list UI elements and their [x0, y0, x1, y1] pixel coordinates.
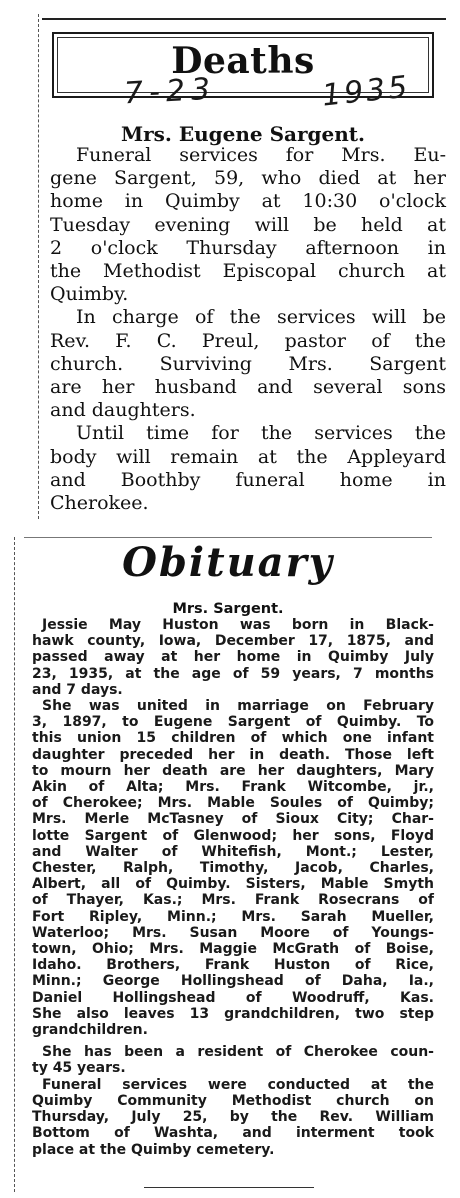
text-line: Funeral services were conducted at the: [42, 1076, 434, 1093]
text-line: home in Quimby at 10:30 o'clock: [50, 190, 446, 213]
text-line: Chester, Ralph, Timothy, Jacob, Charles,: [32, 860, 434, 877]
deaths-header-box: [52, 32, 434, 114]
bottom-rule: [144, 1187, 314, 1188]
text-line: Jessie May Huston was born in Black-: [42, 617, 434, 633]
text-line: and daughters.: [50, 399, 196, 422]
text-line: Fort Ripley, Minn.; Mrs. Sarah Mueller,: [32, 908, 434, 925]
text-line: Daniel Hollingshead of Woodruff, Kas.: [32, 989, 434, 1006]
clipping-edge: [38, 14, 40, 519]
text-line: church. Surviving Mrs. Sargent: [50, 352, 446, 375]
text-line: Cherokee.: [50, 492, 149, 515]
text-line: daughter preceded her in death. Those left: [32, 746, 434, 763]
text-line: Tuesday evening will be held at: [50, 213, 446, 236]
text-line: 3, 1897, to Eugene Sargent of Quimby. To: [32, 714, 434, 731]
text-line: Minn.; George Hollingshead of Daha, Ia.,: [32, 973, 434, 990]
text-line: and Walter of Whitefish, Mont.; Lester,: [32, 843, 434, 860]
deaths-subhead: Mrs. Eugene Sargent.: [121, 122, 365, 146]
text-line: of Cherokee; Mrs. Mable Soules of Quimby;: [32, 795, 434, 812]
text-line: passed away at her home in Quimby July: [32, 649, 434, 666]
deaths-clipping: [38, 14, 448, 519]
text-line: the Methodist Episcopal church at: [50, 260, 446, 283]
text-line: of Thayer, Kas.; Mrs. Frank Rosecrans of: [32, 892, 434, 909]
deaths-article-body: [50, 144, 446, 515]
text-line: Until time for the services the: [76, 422, 446, 445]
text-line: body will remain at the Appleyard: [50, 445, 446, 468]
text-line: ty 45 years.: [32, 1060, 126, 1077]
top-rule: [24, 537, 432, 538]
text-line: place at the Quimby cemetery.: [32, 1141, 275, 1158]
clipping-edge: [14, 537, 16, 1192]
text-line: Quimby Community Methodist church on: [32, 1092, 434, 1109]
top-rule: [42, 18, 446, 20]
text-line: She was united in marriage on February: [42, 698, 434, 715]
text-line: this union 15 children of which one infant: [32, 730, 434, 747]
text-line: In charge of the services will be: [76, 306, 446, 329]
handwritten-year: 1935: [320, 69, 412, 114]
text-line: Thursday, July 25, by the Rev. William: [32, 1109, 434, 1126]
text-line: Idaho. Brothers, Frank Huston of Rice,: [32, 957, 434, 974]
text-line: Mrs. Merle McTasney of Sioux City; Char-: [32, 811, 434, 828]
obituary-heading: Obituary: [122, 539, 334, 586]
text-line: Funeral services for Mrs. Eu-: [76, 144, 446, 166]
obituary-article-body: [32, 617, 434, 1158]
text-line: She has been a resident of Cherokee coun-: [42, 1044, 434, 1061]
text-line: to mourn her death are her daughters, Mary: [32, 762, 434, 779]
text-line: are her husband and several sons: [50, 376, 446, 399]
text-line: lotte Sargent of Glenwood; her sons, Floyd: [32, 827, 434, 844]
obituary-name: Mrs. Sargent.: [172, 601, 284, 617]
text-line: Rev. F. C. Preul, pastor of the: [50, 329, 446, 352]
text-line: Albert, all of Quimby. Sisters, Mable Smyth: [32, 876, 434, 893]
text-line: hawk county, Iowa, December 17, 1875, and: [32, 633, 434, 650]
obituary-clipping: [14, 537, 442, 1192]
text-line: gene Sargent, 59, who died at her: [50, 167, 446, 190]
deaths-heading: Deaths: [171, 40, 315, 82]
text-line: Quimby.: [50, 283, 129, 306]
text-line: Akin of Alta; Mrs. Frank Witcombe, jr.,: [32, 779, 434, 796]
text-line: Waterloo; Mrs. Susan Moore of Youngs-: [32, 924, 434, 941]
text-line: She also leaves 13 grandchildren, two step: [32, 1005, 434, 1022]
handwritten-date: 7-23: [123, 71, 217, 112]
text-line: and Boothby funeral home in: [50, 468, 446, 491]
text-line: and 7 days.: [32, 681, 123, 698]
text-line: town, Ohio; Mrs. Maggie McGrath of Boise,: [32, 941, 434, 958]
text-line: grandchildren.: [32, 1022, 148, 1039]
text-line: 2 o'clock Thursday afternoon in: [50, 236, 446, 259]
text-line: 23, 1935, at the age of 59 years, 7 months: [32, 665, 434, 682]
text-line: Bottom of Washta, and interment took: [32, 1125, 434, 1142]
